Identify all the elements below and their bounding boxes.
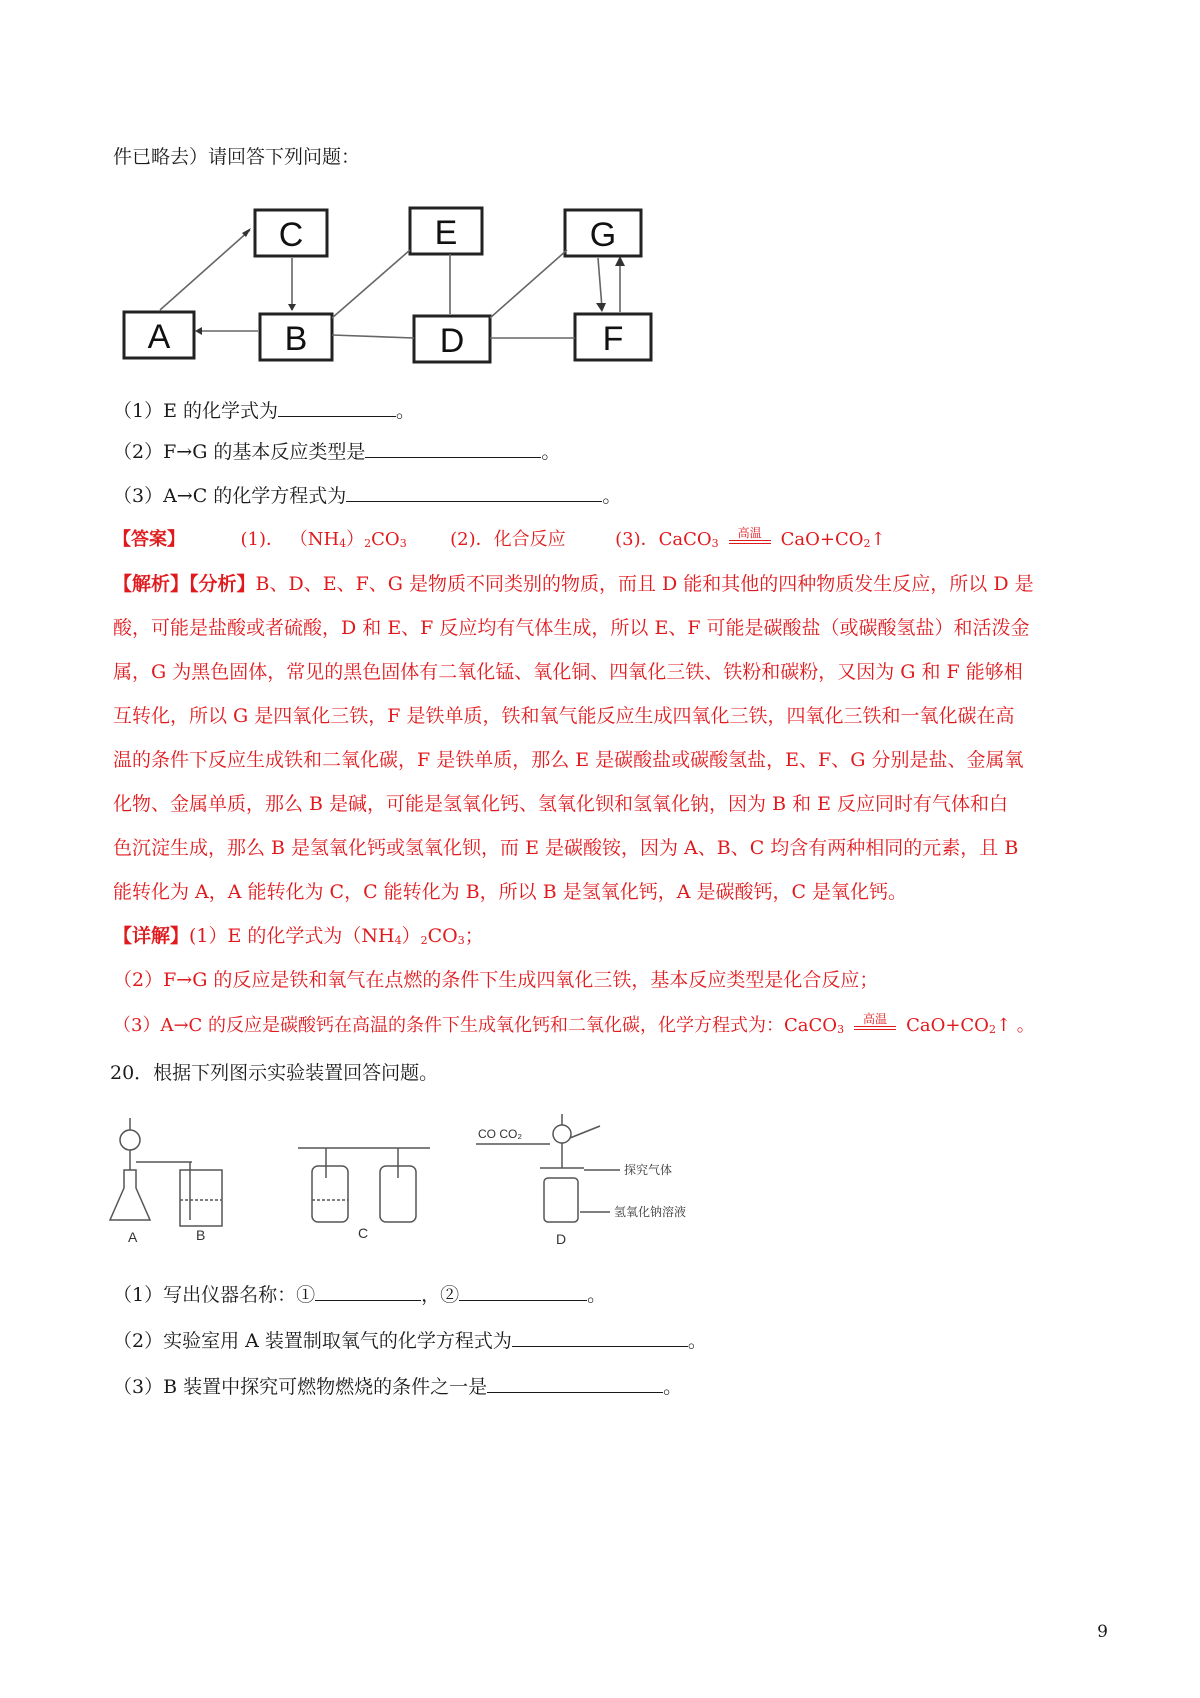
label-d: D [556, 1231, 567, 1247]
q20-part1: （1）写出仪器名称：① ，② 。 [113, 1284, 607, 1306]
analysis-line-7: 色沉淀生成，那么 B 是氢氧化钙或氢氧化钡，而 E 是碳酸铵，因为 A、B、C 均含有两种相同的元素，且 B [113, 837, 1019, 859]
funnel-d [553, 1125, 571, 1143]
relation-diagram [120, 200, 660, 370]
answer-blank[interactable] [487, 1374, 663, 1393]
answer-line: 【答案】 (1)． $(NH_4)_2CO_3$ (2)．化合反应 (3)．CaCO$_3^{高温}$ $CaO+CO_2↑$ [113, 527, 1110, 557]
label-b: B [196, 1227, 206, 1243]
edge-b-d [332, 335, 414, 338]
funnel-bulb [120, 1130, 140, 1150]
apparatus-figure [100, 1108, 740, 1253]
answer-blank[interactable] [346, 483, 602, 502]
intro-text: 件已略去）请回答下列问题： [113, 146, 361, 168]
condition-mark: 高温 [850, 1013, 900, 1040]
arrowhead-c-b [288, 304, 296, 311]
detail-line-3: （3）A→C 的反应是碳酸钙在高温的条件下生成氧化钙和二氧化碳，化学方程式为：CaCO$_3^{高温}$ $CaO+CO_2↑$ 。 [113, 1013, 1110, 1043]
arrowhead-g-f [596, 303, 606, 312]
edge-b-e [332, 250, 410, 318]
bottle-d [544, 1178, 578, 1222]
node-d-label: D [439, 322, 465, 360]
edge-g-f [598, 258, 602, 308]
annotation-naoh: 氢氧化钠溶液 [614, 1205, 687, 1219]
analysis-line-6: 化物、金属单质，那么 B 是碱，可能是氢氧化钙、氢氧化钡和氢氧化钠，因为 B 和 E 反应同时有气体和白 [113, 793, 1009, 815]
bottle-c1 [312, 1166, 348, 1222]
node-b-label: B [284, 320, 308, 358]
annotation-gas: CO CO₂ [478, 1127, 522, 1141]
answer-blank[interactable] [278, 398, 396, 417]
analysis-line-5: 温的条件下反应生成铁和二氧化碳，F 是铁单质，那么 E 是碳酸盐或碳酸氢盐，E、F、G 分别是盐、金属氧 [113, 749, 1024, 771]
answer-blank[interactable] [512, 1328, 688, 1347]
edge-a-c [160, 230, 250, 310]
answer-tag: 【答案】 [113, 529, 185, 550]
condition-mark: 高温 [725, 527, 775, 554]
arrowhead-b-a [195, 327, 202, 335]
q20-part2: （2）实验室用 A 装置制取氧气的化学方程式为 。 [113, 1330, 707, 1352]
node-e-label: E [434, 214, 458, 252]
node-c-label: C [278, 216, 304, 254]
node-a-label: A [147, 318, 171, 356]
q19-part3: （3）A→C 的化学方程式为 。 [113, 485, 622, 507]
q20-title: 20．根据下列图示实验装置回答问题。 [110, 1062, 439, 1084]
analysis-line-2: 酸，可能是盐酸或者硫酸，D 和 E、F 反应均有气体生成，所以 E、F 可能是碳酸盐（或碳酸氢盐）和活泼金 [113, 617, 1030, 639]
detail-line-1: 【详解】(1）E 的化学式为$(NH_4)_2CO_3$； [113, 925, 484, 947]
answer-blank[interactable] [365, 439, 541, 458]
answer-blank[interactable] [459, 1282, 587, 1301]
conical-flask [110, 1170, 150, 1220]
annotation-probe: 探究气体 [624, 1163, 673, 1177]
node-f-label: F [602, 320, 624, 358]
q20-part3: （3）B 装置中探究可燃物燃烧的条件之一是 。 [113, 1376, 683, 1398]
page-number: 9 [1097, 1622, 1108, 1642]
q19-part2: （2）F→G 的基本反应类型是 。 [113, 441, 561, 463]
analysis-line-1: 【解析】【分析】B、D、E、F、G 是物质不同类别的物质，而且 D 能和其他的四种物质发生反应，所以 D 是 [113, 573, 1034, 595]
answer-1: $(NH_4)_2CO_3$ [289, 529, 407, 550]
edge-d-g [490, 250, 567, 318]
analysis-line-4: 互转化，所以 G 是四氧化三铁，F 是铁单质，铁和氧气能反应生成四氧化三铁，四氧化三铁和一氧化碳在高 [113, 705, 1015, 727]
label-c: C [358, 1225, 369, 1241]
node-g-label: G [589, 216, 617, 254]
detail-line-2: （2）F→G 的反应是铁和氧气在点燃的条件下生成四氧化三铁，基本反应类型是化合反应； [113, 969, 879, 991]
analysis-line-3: 属，G 为黑色固体，常见的黑色固体有二氧化锰、氧化铜、四氧化三铁、铁粉和碳粉，又因为 G 和 F 能够相 [113, 661, 1023, 683]
q19-part1: （1）E 的化学式为 。 [113, 400, 416, 422]
answer-2: (2)．化合反应 [450, 529, 566, 550]
answer-blank[interactable] [315, 1282, 421, 1301]
answer-3: (3)．CaCO$_3^{高温}$ $CaO+CO_2↑$ [615, 529, 886, 550]
beaker-b [180, 1170, 222, 1226]
label-a: A [128, 1229, 138, 1245]
analysis-line-8: 能转化为 A，A 能转化为 C，C 能转化为 B，所以 B 是氢氧化钙，A 是碳酸钙，C 是氧化钙。 [113, 881, 908, 903]
